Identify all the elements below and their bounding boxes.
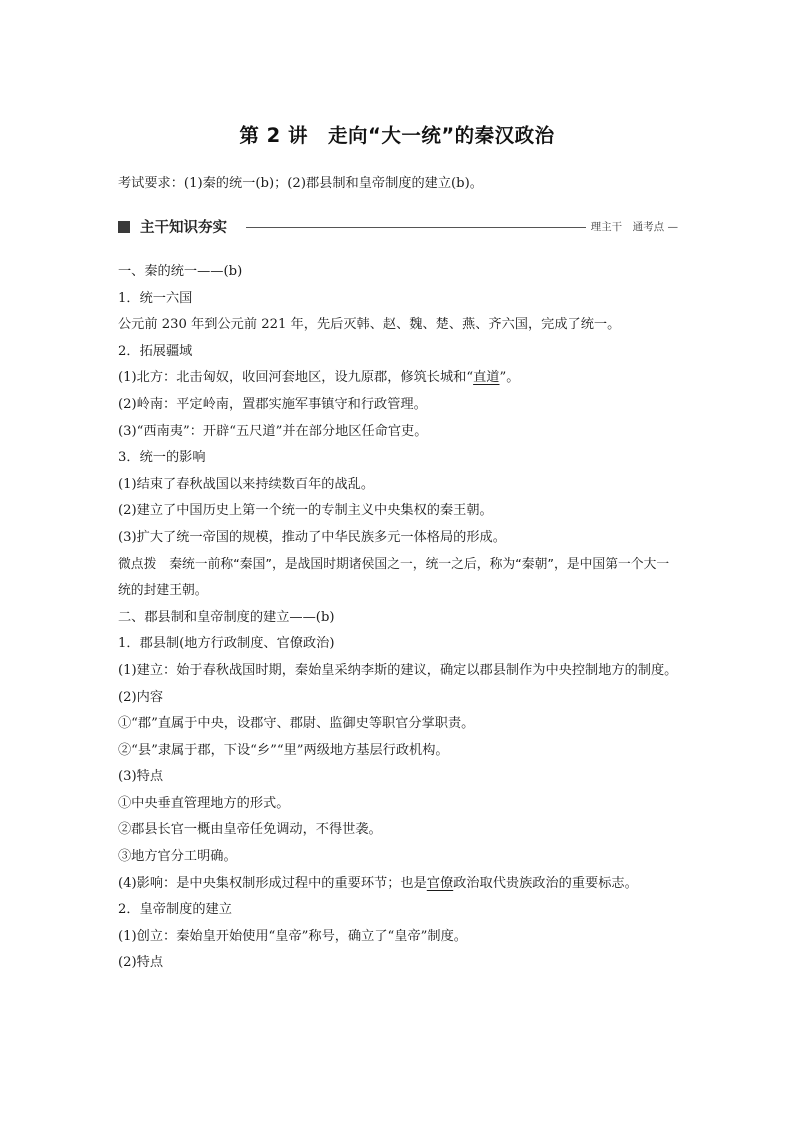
underlined-term: 官僚 (426, 875, 454, 891)
paragraph-impact-3: (3)扩大了统一帝国的规模，推动了中华民族多元一体格局的形成。 (118, 529, 506, 545)
text-segment: (4)影响：是中央集权制形成过程中的重要环节；也是 (118, 875, 427, 891)
square-icon (118, 221, 130, 233)
subheading-content: (2)内容 (118, 689, 164, 705)
paragraph-feature-1: ①中央垂直管理地方的形式。 (118, 795, 290, 811)
underlined-term: 直道 (473, 370, 500, 386)
tip-note: 微点拨 秦统一前称“秦国”，是战国时期诸侯国之一，统一之后，称为“秦朝”，是中国第一个大一统的封建王朝。 (118, 556, 670, 599)
paragraph-county: ②“县”隶属于郡，下设“乡”“里”两级地方基层行政机构。 (118, 742, 449, 758)
subheading-emperor-system: 2．皇帝制度的建立 (118, 902, 232, 918)
subheading-features: (3)特点 (118, 769, 164, 785)
subheading-expand-territory: 2．拓展疆域 (118, 343, 193, 359)
text-segment: (1)北方：北击匈奴，收回河套地区，设九原郡，修筑长城和“ (118, 370, 474, 386)
section-label: 主干知识夯实 (140, 220, 227, 236)
paragraph-influence (118, 871, 680, 898)
paragraph-lingnan: (2)岭南：平定岭南，置郡实施军事镇守和行政管理。 (118, 396, 427, 412)
exam-requirement: 考试要求：(1)秦的统一(b)；(2)郡县制和皇帝制度的建立(b)。 (118, 176, 483, 191)
subheading-impact: 3．统一的影响 (118, 450, 206, 466)
section-tag: 理主干 通考点 — (590, 221, 678, 233)
heading-qin-unification: 一、秦的统一——(b) (118, 264, 243, 279)
lesson-title: 第 2 讲 走向“大一统”的秦汉政治 (239, 124, 555, 147)
subheading-emperor-features: (2)特点 (118, 955, 164, 971)
paragraph-feature-3: ③地方官分工明确。 (118, 849, 237, 865)
paragraph-impact-1: (1)结束了春秋战国以来持续数百年的战乱。 (118, 476, 375, 492)
heading-prefecture-emperor: 二、郡县制和皇帝制度的建立——(b) (118, 609, 335, 625)
text-segment: 政治取代贵族政治的重要标志。 (453, 875, 638, 891)
text-segment: ”。 (499, 370, 520, 386)
section-header (118, 216, 678, 238)
paragraph-impact-2: (2)建立了中国历史上第一个统一的专制主义中央集权的秦王朝。 (118, 503, 493, 519)
paragraph-emperor-create: (1)创立：秦始皇开始使用“皇帝”称号，确立了“皇帝”制度。 (118, 928, 467, 944)
paragraph-establish: (1)建立：始于春秋战国时期，秦始皇采纳李斯的建议，确定以郡县制作为中央控制地方的制度。 (118, 662, 678, 678)
paragraph-prefecture: ①“郡”直属于中央，设郡守、郡尉、监御史等职官分掌职责。 (118, 716, 475, 732)
paragraph-north (118, 365, 680, 392)
paragraph-feature-2: ②郡县长官一概由皇帝任免调动，不得世袭。 (118, 822, 382, 838)
content-body (118, 259, 680, 977)
paragraph-southwest: (3)“西南夷”：开辟“五尺道”并在部分地区任命官吏。 (118, 423, 428, 439)
section-divider (246, 227, 586, 228)
subheading-unify-six: 1．统一六国 (118, 290, 193, 306)
paragraph-unify-six: 公元前 230 年到公元前 221 年，先后灭韩、赵、魏、楚、燕、齐六国，完成了统一。 (118, 317, 621, 333)
subheading-prefecture-system: 1．郡县制(地方行政制度、官僚政治) (118, 636, 335, 652)
